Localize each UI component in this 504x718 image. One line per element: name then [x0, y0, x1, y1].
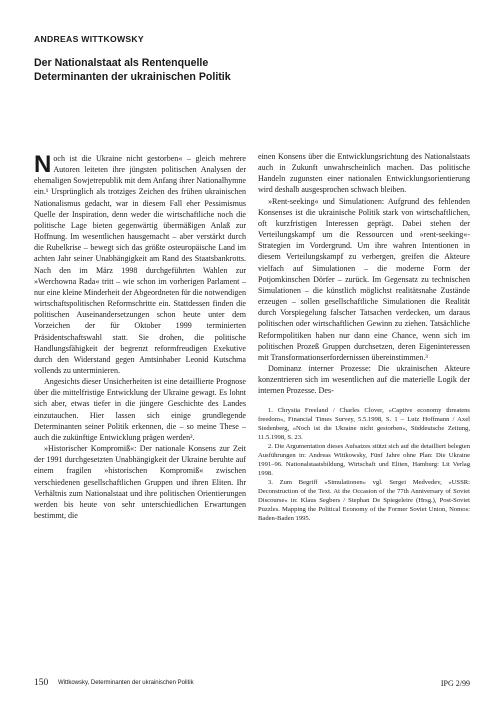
- title-line-1: Der Nationalstaat als Rentenquelle: [34, 57, 209, 69]
- footnote-2: 2. Die Argumentation dieses Aufsatzes stützt sich auf die detailliert belegten Ausführungen in: Andreas Wittkowsky, Fünf Jahre ohne Plan: Die Ukraine 1991–96. Nationalstaatsbildung, Wirtschaft und Eliten, Hamburg: Lit Verlag 1998.: [258, 443, 470, 478]
- paragraph-6: Dominanz interner Prozesse: Die ukrainischen Akteure konzentrieren sich im wesentlichen auf die materielle Logik der internen Prozesse. Des-: [258, 363, 470, 396]
- paragraph-1-text: och ist die Ukraine nicht gestorben« – gleich mehrere Autoren leiteten ihre jüngsten politischen Analysen der ehemaligen Sowjetrepublik mit dem Anfang ihrer Nationalhymne ein.¹ Ursprünglich als trotziges Zeichen des frühen ukrainischen Nationalismus gedacht, war in diesem Fall eher Pessimismus Quelle der Inspiration, denn weder die wirtschaftliche noch die politische Lage bieten gegenwärtig übermäßigen Anlaß zur Hoffnung. Im wesentlichen hausgemacht – aber verstärkt durch die Rubelkrise – bewegt sich das größte osteuropäische Land im achten Jahr seiner Unabhängigkeit am Rand des Staatsbankrotts. Nach den im März 1998 durchgeführten Wahlen zur »Werchowna Rada« tritt – wie schon im vorherigen Parlament – nur eine kleine Minderheit der Abgeordneten für die notwendigen wirtschaftspolitischen Reformschritte ein. Stattdessen finden die politischen Auseinandersetzungen schon heute unter dem Vorzeichen der für Oktober 1999 terminierten Präsidentschaftswahl statt. Sie drohen, die politische Handlungsfähigkeit der begrenzt reformfreudigen Exekutive durch den Widerstand gegen Amtsinhaber Leonid Kutschma vollends zu unterminieren.: [34, 154, 246, 375]
- title-line-2: Determinanten der ukrainischen Politik: [34, 71, 231, 83]
- page-number: 150: [34, 678, 49, 688]
- paragraph-2: Angesichts dieser Unsicherheiten ist eine detaillierte Prognose über die mittelfristige Entwicklung der Ukraine gewagt. Es lohnt sich aber, etwas tiefer in die jüngere Geschichte des Landes einzutauchen. Hier lassen sich einige grundlegende Determinanten seiner Politik erkennen, die – so meine These – auch die zukünftige Entwicklung prägen werden².: [34, 377, 246, 442]
- footnotes: [258, 406, 470, 523]
- author-name: ANDREAS WITTKOWSKY: [34, 34, 144, 44]
- paragraph-5: »Rent-seeking« und Simulationen: Aufgrund des fehlenden Konsenses ist die ukrainische Politik stark von wirtschaftlichen, oft kurzfristigen Interessen geprägt. Dabei stehen der Verteilungskampf um die Ressourcen und »rent-seeking«-Strategien im Vordergrund. Um ihre wahren Intentionen in diesem Verteilungskampf zu verbergen, greifen die Akteure vielfach auf Simulationen – die moderne Form der Potjomkinschen Dörfer – zurück. Im Gegensatz zu technischen Simulationen – die künstlich möglichst realitätsnahe Zustände erzeugen – sollen gesellschaftliche Simulationen die Realität durch Vorspiegelung falscher Tatsachen verdecken, um daraus politischen oder wirtschaftlichen Gewinn zu ziehen. Tatsächliche Reformpolitiken haben nur dann eine Chance, wenn sich im politischen Prozeß Gruppen durchsetzen, deren Eigeninteressen mit Transformationserfordernissen übereinstimmen.³: [258, 196, 470, 362]
- drop-cap: N: [34, 151, 52, 178]
- right-column: [258, 151, 470, 523]
- footnote-3: 3. Zum Begriff »Simulationen« vgl. Sergei Medvedev, »USSR: Deconstruction of the Text. At the Occasion of the 77th Anniversary of Soviet Discourse« in: Klaus Segbers / Stephan De Spiegeleire (Hrsg.), Post-Soviet Puzzles. Mapping the Political Economy of the Former Soviet Union, Nomos: Baden-Baden 1995.: [258, 479, 470, 523]
- article-title: [34, 56, 334, 84]
- paragraph-3: »Historischer Kompromiß«: Der nationale Konsens zur Zeit der 1991 durchgesetzten Unabhängigkeit der Ukraine beruhte auf einem fragilen »historischen Kompromiß« zwischen verschiedenen gesellschaftlichen Gruppen und ihren Eliten. Ihr Verhältnis zum Nationalstaat und ihre politischen Orientierungen werden bis heute von sehr unterschiedlichen Erwartungen bestimmt, die: [34, 444, 246, 520]
- running-title: Wittkowsky, Determinanten der ukrainischen Politik: [58, 680, 194, 686]
- left-column: [34, 153, 246, 521]
- paragraph-4: einen Konsens über die Entwicklungsrichtung des Nationalstaats auch in Zukunft unwahrscheinlich machen. Das politische Handeln zugunsten einer nationalen Entwicklungsorientierung wird deshalb ausgesprochen schwach bleiben.: [258, 152, 470, 195]
- footnote-1: 1. Chrystia Freeland / Charles Clover, »Captive economy threatens freedom«, Financial Times Survey, 5.5.1998, S. 1 – Lutz Hoffmann / Axel Siedenberg, »Noch ist die Ukraine nicht gestorben«, Süddeutsche Zeitung, 11.5.1998, S. 23.: [258, 407, 470, 442]
- issue-label: IPG 2/99: [440, 679, 470, 688]
- paragraph-1: [34, 153, 246, 376]
